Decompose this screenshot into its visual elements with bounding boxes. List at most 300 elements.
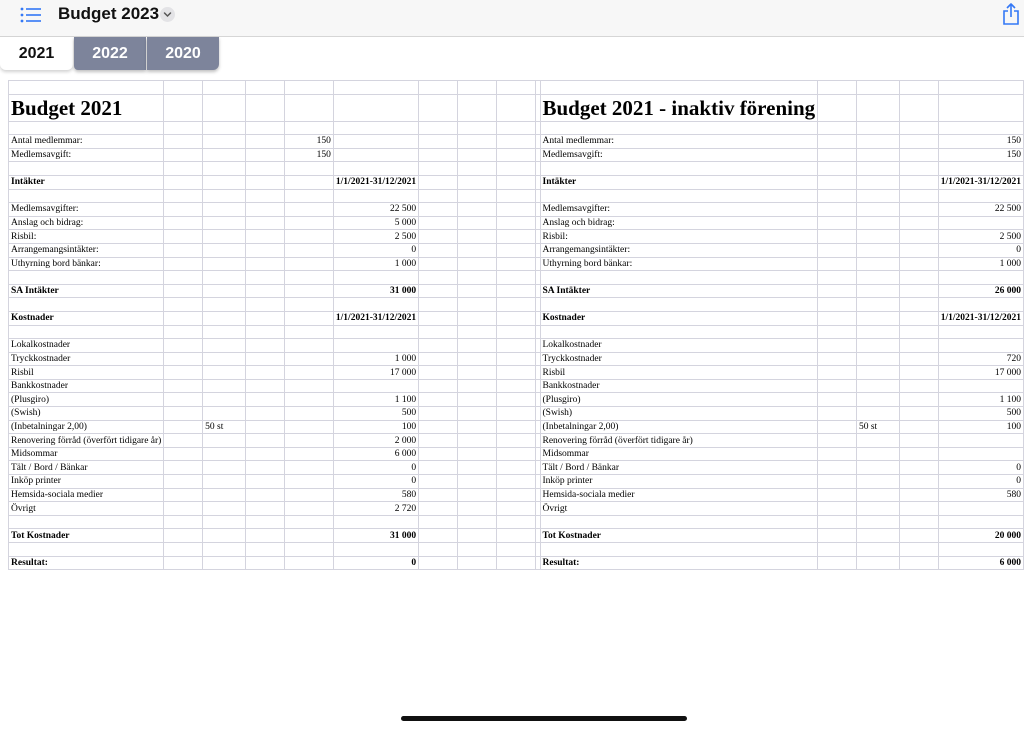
table-cell[interactable] xyxy=(457,543,496,557)
table-cell[interactable] xyxy=(419,352,458,366)
table-cell[interactable] xyxy=(246,488,285,502)
table-cell[interactable] xyxy=(246,325,285,339)
table-cell[interactable] xyxy=(496,216,535,230)
table-cell[interactable] xyxy=(419,420,458,434)
table-cell[interactable] xyxy=(164,475,203,489)
table-cell[interactable] xyxy=(856,556,899,570)
table-cell[interactable] xyxy=(818,529,857,543)
table-cell[interactable] xyxy=(856,257,899,271)
table-cell[interactable]: Renovering förråd (överfört tidigare år) xyxy=(9,434,164,448)
table-cell[interactable] xyxy=(457,339,496,353)
table-cell[interactable] xyxy=(899,352,938,366)
table-cell[interactable] xyxy=(333,135,418,149)
table-cell[interactable] xyxy=(496,175,535,189)
table-cell[interactable] xyxy=(818,502,857,516)
table-cell[interactable]: (Plusgiro) xyxy=(9,393,164,407)
table-cell[interactable] xyxy=(818,393,857,407)
table-cell[interactable] xyxy=(164,488,203,502)
table-cell[interactable] xyxy=(419,379,458,393)
table-cell[interactable] xyxy=(938,94,1023,121)
table-cell[interactable] xyxy=(203,148,246,162)
table-cell[interactable] xyxy=(818,243,857,257)
table-cell[interactable] xyxy=(164,447,203,461)
table-cell[interactable] xyxy=(818,298,857,312)
table-cell[interactable] xyxy=(457,461,496,475)
table-cell[interactable] xyxy=(9,121,164,135)
table-cell[interactable] xyxy=(419,94,458,121)
table-cell[interactable]: 150 xyxy=(938,148,1023,162)
table-cell[interactable]: 720 xyxy=(938,352,1023,366)
table-cell[interactable] xyxy=(419,515,458,529)
table-cell[interactable] xyxy=(284,284,333,298)
table-cell[interactable] xyxy=(818,434,857,448)
table-cell[interactable] xyxy=(457,556,496,570)
table-cell[interactable] xyxy=(284,339,333,353)
table-cell[interactable] xyxy=(419,81,458,95)
table-cell[interactable] xyxy=(164,515,203,529)
table-cell[interactable] xyxy=(246,81,285,95)
table-cell[interactable] xyxy=(457,447,496,461)
table-cell[interactable] xyxy=(818,175,857,189)
table-cell[interactable] xyxy=(246,216,285,230)
table-cell[interactable] xyxy=(899,257,938,271)
table-cell[interactable] xyxy=(856,148,899,162)
table-cell[interactable]: Uthyrning bord bänkar: xyxy=(9,257,164,271)
table-cell[interactable]: Tot Kostnader xyxy=(540,529,818,543)
table-cell[interactable] xyxy=(246,461,285,475)
table-cell[interactable]: 50 st xyxy=(203,420,246,434)
table-cell[interactable] xyxy=(164,311,203,325)
table-cell[interactable]: 22 500 xyxy=(333,203,418,217)
table-cell[interactable] xyxy=(246,284,285,298)
table-cell[interactable] xyxy=(419,393,458,407)
table-cell[interactable]: Arrangemangsintäkter: xyxy=(540,243,818,257)
table-cell[interactable] xyxy=(333,325,418,339)
table-cell[interactable] xyxy=(203,203,246,217)
table-cell[interactable] xyxy=(899,243,938,257)
table-cell[interactable] xyxy=(540,121,818,135)
table-cell[interactable] xyxy=(938,271,1023,285)
table-cell[interactable] xyxy=(164,203,203,217)
table-cell[interactable] xyxy=(540,81,818,95)
table-cell[interactable] xyxy=(899,434,938,448)
table-cell[interactable]: Kostnader xyxy=(540,311,818,325)
table-cell[interactable] xyxy=(899,121,938,135)
home-indicator[interactable] xyxy=(401,716,687,721)
table-cell[interactable] xyxy=(164,230,203,244)
table-cell[interactable]: 1 000 xyxy=(938,257,1023,271)
table-cell[interactable] xyxy=(203,189,246,203)
table-cell[interactable] xyxy=(457,352,496,366)
table-cell[interactable] xyxy=(419,366,458,380)
table-cell[interactable] xyxy=(457,230,496,244)
table-cell[interactable] xyxy=(284,203,333,217)
table-cell[interactable] xyxy=(457,393,496,407)
table-cell[interactable] xyxy=(899,556,938,570)
table-cell[interactable] xyxy=(496,94,535,121)
table-cell[interactable] xyxy=(284,461,333,475)
table-cell[interactable] xyxy=(246,175,285,189)
table-cell[interactable] xyxy=(938,379,1023,393)
table-cell[interactable] xyxy=(856,94,899,121)
table-cell[interactable]: Hemsida-sociala medier xyxy=(9,488,164,502)
table-cell[interactable] xyxy=(457,148,496,162)
table-cell[interactable] xyxy=(164,352,203,366)
table-cell[interactable]: (Swish) xyxy=(9,407,164,421)
table-cell[interactable]: Lokalkostnader xyxy=(9,339,164,353)
tab-2021[interactable]: 2021 xyxy=(0,37,73,70)
table-cell[interactable] xyxy=(856,121,899,135)
table-cell[interactable] xyxy=(164,366,203,380)
table-cell[interactable]: Medlemsavgift: xyxy=(9,148,164,162)
table-cell[interactable] xyxy=(899,175,938,189)
table-cell[interactable] xyxy=(246,407,285,421)
table-cell[interactable] xyxy=(246,203,285,217)
table-cell[interactable] xyxy=(284,298,333,312)
table-cell[interactable] xyxy=(496,420,535,434)
table-cell[interactable] xyxy=(496,461,535,475)
table-cell[interactable] xyxy=(164,94,203,121)
table-cell[interactable] xyxy=(496,81,535,95)
table-cell[interactable] xyxy=(818,556,857,570)
table-cell[interactable]: Risbil xyxy=(9,366,164,380)
table-cell[interactable]: Tält / Bord / Bänkar xyxy=(9,461,164,475)
table-cell[interactable] xyxy=(818,311,857,325)
chevron-down-icon[interactable] xyxy=(160,7,175,22)
table-cell[interactable] xyxy=(419,434,458,448)
table-cell[interactable] xyxy=(496,393,535,407)
table-cell[interactable] xyxy=(856,529,899,543)
table-cell[interactable] xyxy=(419,175,458,189)
table-cell[interactable] xyxy=(333,271,418,285)
table-cell[interactable] xyxy=(899,94,938,121)
table-cell[interactable] xyxy=(284,543,333,557)
table-cell[interactable] xyxy=(246,257,285,271)
table-cell[interactable] xyxy=(856,298,899,312)
table-cell[interactable] xyxy=(818,407,857,421)
table-cell[interactable] xyxy=(246,420,285,434)
table-cell[interactable] xyxy=(457,515,496,529)
table-cell[interactable] xyxy=(818,447,857,461)
table-cell[interactable]: 31 000 xyxy=(333,529,418,543)
table-cell[interactable]: 1/1/2021-31/12/2021 xyxy=(333,175,418,189)
table-cell[interactable] xyxy=(246,162,285,176)
table-cell[interactable] xyxy=(284,515,333,529)
table-cell[interactable] xyxy=(164,434,203,448)
table-cell[interactable] xyxy=(333,162,418,176)
table-cell[interactable] xyxy=(856,81,899,95)
table-cell[interactable] xyxy=(164,189,203,203)
table-cell[interactable]: 31 000 xyxy=(333,284,418,298)
table-cell[interactable]: Risbil xyxy=(540,366,818,380)
table-cell[interactable] xyxy=(899,81,938,95)
table-cell[interactable] xyxy=(203,556,246,570)
table-cell[interactable]: (Plusgiro) xyxy=(540,393,818,407)
table-cell[interactable] xyxy=(284,325,333,339)
table-cell[interactable] xyxy=(496,447,535,461)
sheet-title-inactive[interactable]: Budget 2021 - inaktiv förening xyxy=(540,94,818,121)
table-cell[interactable] xyxy=(246,298,285,312)
table-cell[interactable] xyxy=(457,81,496,95)
table-cell[interactable]: 150 xyxy=(284,135,333,149)
table-cell[interactable] xyxy=(856,284,899,298)
table-cell[interactable]: 2 720 xyxy=(333,502,418,516)
table-cell[interactable] xyxy=(203,94,246,121)
table-cell[interactable] xyxy=(164,148,203,162)
table-cell[interactable] xyxy=(284,230,333,244)
table-cell[interactable] xyxy=(856,189,899,203)
table-cell[interactable] xyxy=(419,461,458,475)
table-cell[interactable]: 26 000 xyxy=(938,284,1023,298)
document-title[interactable]: Budget 2023 xyxy=(58,4,160,23)
table-cell[interactable] xyxy=(246,475,285,489)
table-cell[interactable] xyxy=(203,447,246,461)
table-cell[interactable] xyxy=(246,271,285,285)
table-cell[interactable]: 150 xyxy=(284,148,333,162)
table-cell[interactable] xyxy=(457,420,496,434)
table-cell[interactable] xyxy=(818,162,857,176)
table-cell[interactable]: Risbil: xyxy=(9,230,164,244)
table-cell[interactable]: 580 xyxy=(938,488,1023,502)
table-cell[interactable] xyxy=(496,203,535,217)
table-cell[interactable] xyxy=(164,325,203,339)
table-cell[interactable] xyxy=(496,298,535,312)
table-cell[interactable] xyxy=(856,339,899,353)
table-cell[interactable] xyxy=(164,543,203,557)
table-cell[interactable]: 1 000 xyxy=(333,352,418,366)
table-cell[interactable] xyxy=(899,502,938,516)
table-cell[interactable] xyxy=(818,325,857,339)
table-cell[interactable] xyxy=(818,339,857,353)
table-cell[interactable] xyxy=(496,148,535,162)
table-cell[interactable] xyxy=(856,243,899,257)
table-cell[interactable] xyxy=(284,475,333,489)
table-cell[interactable] xyxy=(284,420,333,434)
sheet-title[interactable]: Budget 2021 xyxy=(9,94,164,121)
table-cell[interactable] xyxy=(938,298,1023,312)
table-cell[interactable] xyxy=(457,502,496,516)
table-cell[interactable] xyxy=(164,407,203,421)
table-cell[interactable] xyxy=(246,94,285,121)
table-cell[interactable]: (Swish) xyxy=(540,407,818,421)
table-cell[interactable] xyxy=(203,407,246,421)
table-cell[interactable]: Anslag och bidrag: xyxy=(540,216,818,230)
table-cell[interactable]: 50 st xyxy=(856,420,899,434)
table-cell[interactable] xyxy=(164,461,203,475)
table-cell[interactable] xyxy=(496,488,535,502)
table-cell[interactable] xyxy=(856,502,899,516)
table-cell[interactable] xyxy=(246,339,285,353)
table-cell[interactable] xyxy=(818,543,857,557)
table-cell[interactable] xyxy=(856,379,899,393)
table-cell[interactable] xyxy=(899,529,938,543)
table-cell[interactable] xyxy=(419,284,458,298)
table-cell[interactable] xyxy=(164,529,203,543)
table-cell[interactable] xyxy=(333,379,418,393)
table-cell[interactable]: Bankkostnader xyxy=(540,379,818,393)
table-cell[interactable] xyxy=(457,257,496,271)
table-cell[interactable]: 1 100 xyxy=(333,393,418,407)
table-cell[interactable] xyxy=(899,325,938,339)
table-cell[interactable] xyxy=(164,502,203,516)
table-cell[interactable] xyxy=(203,243,246,257)
table-cell[interactable] xyxy=(938,515,1023,529)
table-cell[interactable] xyxy=(856,447,899,461)
table-cell[interactable] xyxy=(496,475,535,489)
table-cell[interactable] xyxy=(457,216,496,230)
table-cell[interactable]: 6 000 xyxy=(333,447,418,461)
table-cell[interactable] xyxy=(899,284,938,298)
table-cell[interactable] xyxy=(246,352,285,366)
table-cell[interactable] xyxy=(203,81,246,95)
table-cell[interactable] xyxy=(419,230,458,244)
table-cell[interactable]: Antal medlemmar: xyxy=(540,135,818,149)
share-icon[interactable] xyxy=(1002,3,1020,25)
table-cell[interactable] xyxy=(246,434,285,448)
table-cell[interactable] xyxy=(203,311,246,325)
table-cell[interactable] xyxy=(419,475,458,489)
table-cell[interactable] xyxy=(419,447,458,461)
table-cell[interactable] xyxy=(856,230,899,244)
table-cell[interactable]: Resultat: xyxy=(540,556,818,570)
table-cell[interactable]: 0 xyxy=(938,475,1023,489)
table-cell[interactable]: Lokalkostnader xyxy=(540,339,818,353)
table-cell[interactable]: (Inbetalningar 2,00) xyxy=(540,420,818,434)
table-cell[interactable] xyxy=(818,515,857,529)
table-cell[interactable] xyxy=(419,339,458,353)
table-cell[interactable] xyxy=(419,543,458,557)
table-cell[interactable] xyxy=(203,298,246,312)
table-cell[interactable] xyxy=(246,189,285,203)
table-cell[interactable] xyxy=(540,325,818,339)
table-cell[interactable] xyxy=(899,461,938,475)
table-cell[interactable] xyxy=(284,94,333,121)
table-cell[interactable] xyxy=(419,298,458,312)
table-cell[interactable] xyxy=(856,352,899,366)
table-cell[interactable] xyxy=(9,515,164,529)
table-cell[interactable] xyxy=(856,203,899,217)
table-cell[interactable]: (Inbetalningar 2,00) xyxy=(9,420,164,434)
table-cell[interactable] xyxy=(457,94,496,121)
table-cell[interactable] xyxy=(818,94,857,121)
table-cell[interactable]: Inköp printer xyxy=(540,475,818,489)
table-cell[interactable] xyxy=(419,189,458,203)
tab-2020[interactable]: 2020 xyxy=(147,37,219,70)
table-cell[interactable] xyxy=(419,121,458,135)
table-cell[interactable] xyxy=(818,81,857,95)
table-cell[interactable] xyxy=(333,148,418,162)
table-cell[interactable] xyxy=(818,189,857,203)
table-cell[interactable] xyxy=(203,502,246,516)
table-cell[interactable]: Resultat: xyxy=(9,556,164,570)
table-cell[interactable] xyxy=(457,434,496,448)
table-cell[interactable] xyxy=(284,175,333,189)
table-cell[interactable]: 580 xyxy=(333,488,418,502)
table-cell[interactable]: 5 000 xyxy=(333,216,418,230)
table-cell[interactable]: 500 xyxy=(333,407,418,421)
table-cell[interactable] xyxy=(818,135,857,149)
table-cell[interactable]: Kostnader xyxy=(9,311,164,325)
table-cell[interactable] xyxy=(246,311,285,325)
table-cell[interactable]: 2 500 xyxy=(938,230,1023,244)
table-cell[interactable] xyxy=(818,379,857,393)
table-cell[interactable]: Antal medlemmar: xyxy=(9,135,164,149)
table-cell[interactable] xyxy=(164,257,203,271)
table-cell[interactable] xyxy=(203,162,246,176)
table-cell[interactable] xyxy=(419,135,458,149)
table-cell[interactable] xyxy=(856,461,899,475)
table-cell[interactable] xyxy=(899,543,938,557)
table-cell[interactable] xyxy=(419,488,458,502)
table-cell[interactable] xyxy=(856,488,899,502)
table-cell[interactable] xyxy=(9,298,164,312)
table-cell[interactable] xyxy=(419,529,458,543)
table-cell[interactable] xyxy=(246,366,285,380)
table-cell[interactable] xyxy=(899,162,938,176)
table-cell[interactable] xyxy=(333,515,418,529)
table-cell[interactable] xyxy=(457,407,496,421)
table-cell[interactable] xyxy=(203,475,246,489)
table-cell[interactable] xyxy=(899,148,938,162)
table-cell[interactable] xyxy=(164,393,203,407)
table-cell[interactable]: 0 xyxy=(938,243,1023,257)
table-cell[interactable] xyxy=(540,543,818,557)
table-cell[interactable]: SA Intäkter xyxy=(540,284,818,298)
table-cell[interactable] xyxy=(540,162,818,176)
table-cell[interactable] xyxy=(284,216,333,230)
table-cell[interactable]: Midsommar xyxy=(540,447,818,461)
table-cell[interactable] xyxy=(899,379,938,393)
table-cell[interactable] xyxy=(284,407,333,421)
table-cell[interactable] xyxy=(496,271,535,285)
table-cell[interactable] xyxy=(818,257,857,271)
table-cell[interactable]: Tält / Bord / Bänkar xyxy=(540,461,818,475)
table-cell[interactable]: Medlemsavgift: xyxy=(540,148,818,162)
table-cell[interactable] xyxy=(419,162,458,176)
table-cell[interactable] xyxy=(856,366,899,380)
table-cell[interactable] xyxy=(496,366,535,380)
table-cell[interactable] xyxy=(496,325,535,339)
table-cell[interactable] xyxy=(938,502,1023,516)
table-cell[interactable] xyxy=(284,379,333,393)
table-cell[interactable]: 150 xyxy=(938,135,1023,149)
table-cell[interactable]: 17 000 xyxy=(333,366,418,380)
table-cell[interactable] xyxy=(333,81,418,95)
table-cell[interactable] xyxy=(203,379,246,393)
table-cell[interactable] xyxy=(203,216,246,230)
table-cell[interactable] xyxy=(284,311,333,325)
table-cell[interactable] xyxy=(496,243,535,257)
table-cell[interactable] xyxy=(246,393,285,407)
table-cell[interactable] xyxy=(246,502,285,516)
table-cell[interactable]: 1 000 xyxy=(333,257,418,271)
table-cell[interactable] xyxy=(284,271,333,285)
table-cell[interactable]: 100 xyxy=(333,420,418,434)
table-cell[interactable] xyxy=(899,366,938,380)
table-cell[interactable] xyxy=(9,543,164,557)
table-cell[interactable] xyxy=(284,502,333,516)
table-cell[interactable] xyxy=(856,407,899,421)
table-cell[interactable] xyxy=(496,257,535,271)
table-cell[interactable] xyxy=(203,529,246,543)
table-cell[interactable] xyxy=(284,121,333,135)
table-cell[interactable] xyxy=(164,175,203,189)
table-cell[interactable] xyxy=(457,379,496,393)
table-cell[interactable]: Anslag och bidrag: xyxy=(9,216,164,230)
table-cell[interactable] xyxy=(246,515,285,529)
table-cell[interactable] xyxy=(856,135,899,149)
table-cell[interactable] xyxy=(203,121,246,135)
